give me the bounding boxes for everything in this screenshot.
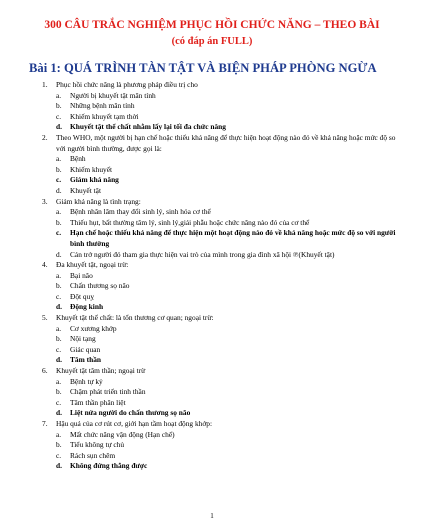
question-number: 4. bbox=[42, 260, 48, 270]
option-letter: a. bbox=[56, 323, 62, 333]
option-letter: b. bbox=[56, 164, 62, 174]
answer-option bbox=[0, 324, 424, 335]
question-list bbox=[0, 80, 424, 472]
option-letter: b. bbox=[56, 217, 62, 227]
option-text: Liệt nửa người do chấn thương sọ não bbox=[70, 408, 191, 418]
option-text: Cản trở người đó tham gia thực hiện vai trò của mình trong gia đình xã hội ℗(Khuyết tật) bbox=[70, 249, 335, 259]
question-text: Giảm khả năng là tình trạng: bbox=[56, 196, 141, 206]
answer-option bbox=[0, 218, 424, 229]
option-letter: a. bbox=[56, 429, 62, 439]
answer-option bbox=[0, 398, 424, 409]
option-text: Đột quỵ bbox=[70, 291, 95, 301]
option-letter: c. bbox=[56, 344, 62, 354]
option-text: Người bị khuyết tật mãn tính bbox=[70, 90, 156, 100]
answer-option bbox=[0, 451, 424, 462]
answer-option bbox=[0, 281, 424, 292]
option-letter: c. bbox=[56, 450, 62, 460]
option-text: Khiếm khuyết bbox=[70, 164, 113, 174]
question-number: 5. bbox=[42, 313, 48, 323]
answer-option bbox=[0, 101, 424, 112]
option-text: Rách sụn chêm bbox=[70, 450, 116, 460]
option-text: Chấn thương sọ não bbox=[70, 281, 130, 291]
option-text: Không đứng thẳng được bbox=[70, 461, 148, 471]
option-letter: d. bbox=[56, 185, 62, 195]
option-letter: d. bbox=[56, 355, 62, 365]
question-item bbox=[0, 313, 424, 324]
option-letter: b. bbox=[56, 440, 62, 450]
option-letter: c. bbox=[56, 228, 62, 238]
answer-option-correct bbox=[0, 175, 424, 186]
option-letter: b. bbox=[56, 101, 62, 111]
question-number: 3. bbox=[42, 196, 48, 206]
option-text: Giảm khả năng bbox=[70, 175, 119, 185]
option-text: Nội tạng bbox=[70, 334, 96, 344]
answer-option-correct bbox=[0, 122, 424, 133]
question-text: Theo WHO, một người bị hạn chế hoặc thiếu khả năng để thực hiện hoạt động nào đó về khả năng hoặc mức độ so với người bình thường, được gọi là: bbox=[56, 132, 396, 153]
option-text: Bệnh bbox=[70, 154, 86, 164]
answer-option bbox=[0, 186, 424, 197]
option-letter: c. bbox=[56, 291, 62, 301]
option-letter: b. bbox=[56, 387, 62, 397]
option-letter: d. bbox=[56, 249, 62, 259]
option-text: Khuyết tật bbox=[70, 185, 101, 195]
option-text: Bệnh nhân lâm thay đổi sinh lý, sinh hóa cơ thể bbox=[70, 207, 211, 217]
option-letter: a. bbox=[56, 154, 62, 164]
answer-option bbox=[0, 387, 424, 398]
answer-option bbox=[0, 207, 424, 218]
option-text: Những bệnh mãn tính bbox=[70, 101, 135, 111]
answer-option bbox=[0, 377, 424, 388]
answer-option bbox=[0, 91, 424, 102]
answer-option-correct bbox=[0, 302, 424, 313]
page-number: 1 bbox=[210, 512, 214, 520]
option-letter: d. bbox=[56, 122, 62, 132]
option-text: Tâm thần bbox=[70, 355, 102, 365]
option-text: Bệnh tự kỷ bbox=[70, 376, 103, 386]
option-text: Tâm thần phân liệt bbox=[70, 397, 126, 407]
question-number: 7. bbox=[42, 419, 48, 428]
option-text: Thiếu hụt, bất thường tâm lý, sinh lý,giải phẫu hoặc chức năng nào đó của cơ thể bbox=[70, 217, 310, 227]
option-letter: d. bbox=[56, 461, 62, 471]
option-letter: a. bbox=[56, 207, 62, 217]
lesson-heading: Bài 1: QUÁ TRÌNH TÀN TẬT VÀ BIỆN PHÁP PHÒNG NGỪA bbox=[29, 61, 377, 75]
answer-option bbox=[0, 334, 424, 345]
option-letter: c. bbox=[56, 397, 62, 407]
question-item bbox=[0, 419, 424, 430]
answer-option-correct bbox=[0, 408, 424, 419]
option-text: Bại não bbox=[70, 270, 93, 280]
question-item bbox=[0, 260, 424, 271]
option-letter: a. bbox=[56, 376, 62, 386]
option-text: Động kinh bbox=[70, 302, 104, 312]
option-text: Chậm phát triển tinh thần bbox=[70, 387, 146, 397]
option-text: Cơ xương khớp bbox=[70, 323, 117, 333]
option-text: Tiểu không tự chủ bbox=[70, 440, 125, 450]
answer-option-correct bbox=[0, 228, 424, 249]
answer-option bbox=[0, 430, 424, 441]
question-text: Hậu quả của cơ rút cơ, giới hạn tầm hoạt động khớp: bbox=[56, 419, 213, 428]
option-letter: a. bbox=[56, 90, 62, 100]
option-letter: a. bbox=[56, 270, 62, 280]
answer-option bbox=[0, 440, 424, 451]
option-text: Giác quan bbox=[70, 344, 101, 354]
question-text: Khuyết tật tâm thần; ngoại trừ bbox=[56, 366, 146, 376]
document-title: 300 CÂU TRẮC NGHIỆM PHỤC HỒI CHỨC NĂNG – THEO BÀI bbox=[44, 19, 380, 31]
option-text: Khiếm khuyết tạm thời bbox=[70, 111, 139, 121]
question-item bbox=[0, 366, 424, 377]
answer-option bbox=[0, 271, 424, 282]
answer-option bbox=[0, 154, 424, 165]
answer-option bbox=[0, 292, 424, 303]
question-item bbox=[0, 80, 424, 91]
question-text: Phục hồi chức năng là phương pháp điều trị cho bbox=[56, 80, 198, 89]
document-subtitle: (có đáp án FULL) bbox=[171, 36, 253, 47]
question-number: 1. bbox=[42, 80, 48, 89]
answer-option-correct bbox=[0, 461, 424, 472]
question-number: 2. bbox=[42, 132, 48, 142]
question-number: 6. bbox=[42, 366, 48, 376]
question-text: Khuyết tật thể chất: là tổn thương cơ quan; ngoại trừ: bbox=[56, 313, 214, 323]
answer-option bbox=[0, 250, 424, 261]
option-text: Mất chức năng vận động (Hạn chế) bbox=[70, 429, 175, 439]
question-item bbox=[0, 133, 424, 154]
option-letter: b. bbox=[56, 334, 62, 344]
answer-option-correct bbox=[0, 355, 424, 366]
option-text: Hạn chế hoặc thiếu khả năng để thực hiện một hoạt động nào đó về khả năng hoặc mức độ so với người bình thường bbox=[70, 228, 396, 248]
option-letter: d. bbox=[56, 408, 62, 418]
answer-option bbox=[0, 112, 424, 123]
option-letter: c. bbox=[56, 111, 62, 121]
option-text: Khuyết tật thể chất nhằm lấy lại tối đa chức năng bbox=[70, 122, 226, 132]
question-text: Đa khuyết tật, ngoại trừ: bbox=[56, 260, 129, 270]
answer-option bbox=[0, 345, 424, 356]
option-letter: c. bbox=[56, 175, 62, 185]
option-letter: d. bbox=[56, 302, 62, 312]
question-item bbox=[0, 197, 424, 208]
answer-option bbox=[0, 165, 424, 176]
option-letter: b. bbox=[56, 281, 62, 291]
